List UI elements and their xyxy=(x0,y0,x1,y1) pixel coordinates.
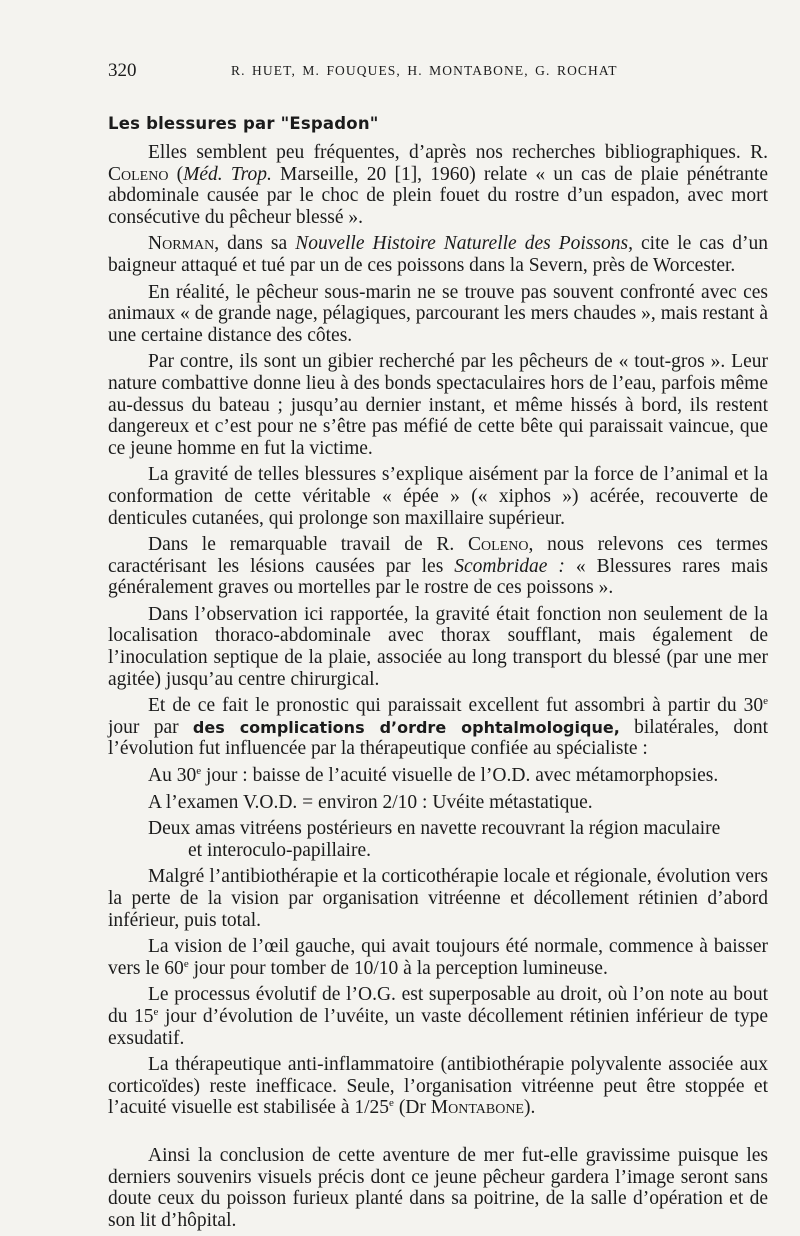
taxon-name: Scombridae : xyxy=(454,555,565,577)
article-body xyxy=(108,142,768,1236)
page-number: 320 xyxy=(108,60,137,81)
running-header xyxy=(108,60,768,86)
paragraph-6: Dans le remarquable travail de R. Coleno, nous relevons ces termes caractérisant les lésions causées par les Scombridae : « Blessures rares mais généralement graves ou mortelles par le rostre de ces poissons ». xyxy=(108,534,769,599)
journal-title: Méd. Trop. xyxy=(183,163,272,185)
book-title: Nouvelle Histoire Naturelle des Poissons, xyxy=(295,233,633,255)
section-title: Les blessures par "Espadon" xyxy=(108,114,379,133)
paragraph-12: Malgré l’antibiothérapie et la corticothérapie locale et régionale, évolution vers la perte de la vision par organisation vitréenne et décollement rétinien d’abord inférieur, puis total. xyxy=(108,866,768,931)
observation-1: Au 30e jour : baisse de l’acuité visuelle de l’O.D. avec métamorphopsies. xyxy=(148,765,719,787)
paragraph-5: La gravité de telles blessures s’explique aisément par la force de l’animal et la conformation de cette véritable « épée » (« xiphos ») acérée, recouverte de denticules cutanées, qui prolonge son maxillaire supérieur. xyxy=(108,464,768,529)
observation-3: Deux amas vitréens postérieurs en navette recouvrant la région maculaire et interoculo-papillaire. xyxy=(148,818,721,861)
paragraph-8: Et de ce fait le pronostic qui paraissait excellent fut assombri à partir du 30e jour par des complications d’ordre ophtalmologique, bilatérales, dont l’évolution fut influencée par la thérapeutique confiée au spécialiste : xyxy=(108,695,769,760)
paragraph-13: La vision de l’œil gauche, qui avait toujours été normale, commence à baisser vers le 60e jour pour tomber de 10/10 à la perception lumineuse. xyxy=(108,936,768,979)
paragraph-2: Norman, dans sa Nouvelle Histoire Naturelle des Poissons, cite le cas d’un baigneur attaqué et tué par un de ces poissons dans la Severn, près de Worcester. xyxy=(108,233,768,276)
authors-line: R. HUET, M. FOUQUES, H. MONTABONE, G. ROCHAT xyxy=(231,63,618,78)
paragraph-1: Elles semblent peu fréquentes, d’après nos recherches bibliographiques. R. Coleno (Méd. Trop. Marseille, 20 [1], 1960) relate « un cas de plaie pénétrante abdominale causée par le choc de plein fouet du rostre d’un espadon, avec mort consécutive du pêcheur blessé ». xyxy=(108,142,768,228)
conclusion-paragraph: Ainsi la conclusion de cette aventure de mer fut-elle gravissime puisque les derniers souvenirs visuels précis dont ce jeune pêcheur gardera l’image seront sans doute ceux du poisson furieux planté dans sa poitrine, de la salle d’opération et de son lit d’hôpital. xyxy=(108,1144,768,1231)
paragraph-4: Par contre, ils sont un gibier recherché par les pêcheurs de « tout-gros ». Leur nature combattive donne lieu à des bonds spectaculaires hors de l’eau, parfois même au-dessus du bateau ; jusqu’au dernier instant, et même hissés à bord, ils restent dangereux et c’est pour ne s’être pas méfié de cette bête qui paraissait vaincue, que ce jeune homme en fut la victime. xyxy=(108,351,768,459)
paragraph-3: En réalité, le pêcheur sous-marin ne se trouve pas souvent confronté avec ces animaux « de grande nage, pélagiques, parcourant les mers chaudes », mais restant à une certaine distance des côtes. xyxy=(108,281,768,346)
paragraph-15: La thérapeutique anti-inflammatoire (antibiothérapie polyvalente associée aux corticoïdes) reste inefficace. Seule, l’organisation vitréenne peut être stoppée et l’acuité visuelle est stabilisée à 1/25e (Dr Montabone). xyxy=(108,1054,768,1119)
paragraph-14: Le processus évolutif de l’O.G. est superposable au droit, où l’on note au bout du 15e jour d’évolution de l’uvéite, un vaste décollement rétinien inférieur de type exsudatif. xyxy=(108,984,769,1049)
observation-2: A l’examen V.O.D. = environ 2/10 : Uvéite métastatique. xyxy=(148,791,593,813)
paragraph-7: Dans l’observation ici rapportée, la gravité était fonction non seulement de la localisation thoraco-abdominale avec thorax soufflant, mais également de l’inoculation septique de la plaie, associée au long transport du blessé (par une mer agitée) jusqu’au centre chirurgical. xyxy=(108,603,768,690)
emphasis-complications: des complications d’ordre ophtalmologique, xyxy=(192,717,620,737)
